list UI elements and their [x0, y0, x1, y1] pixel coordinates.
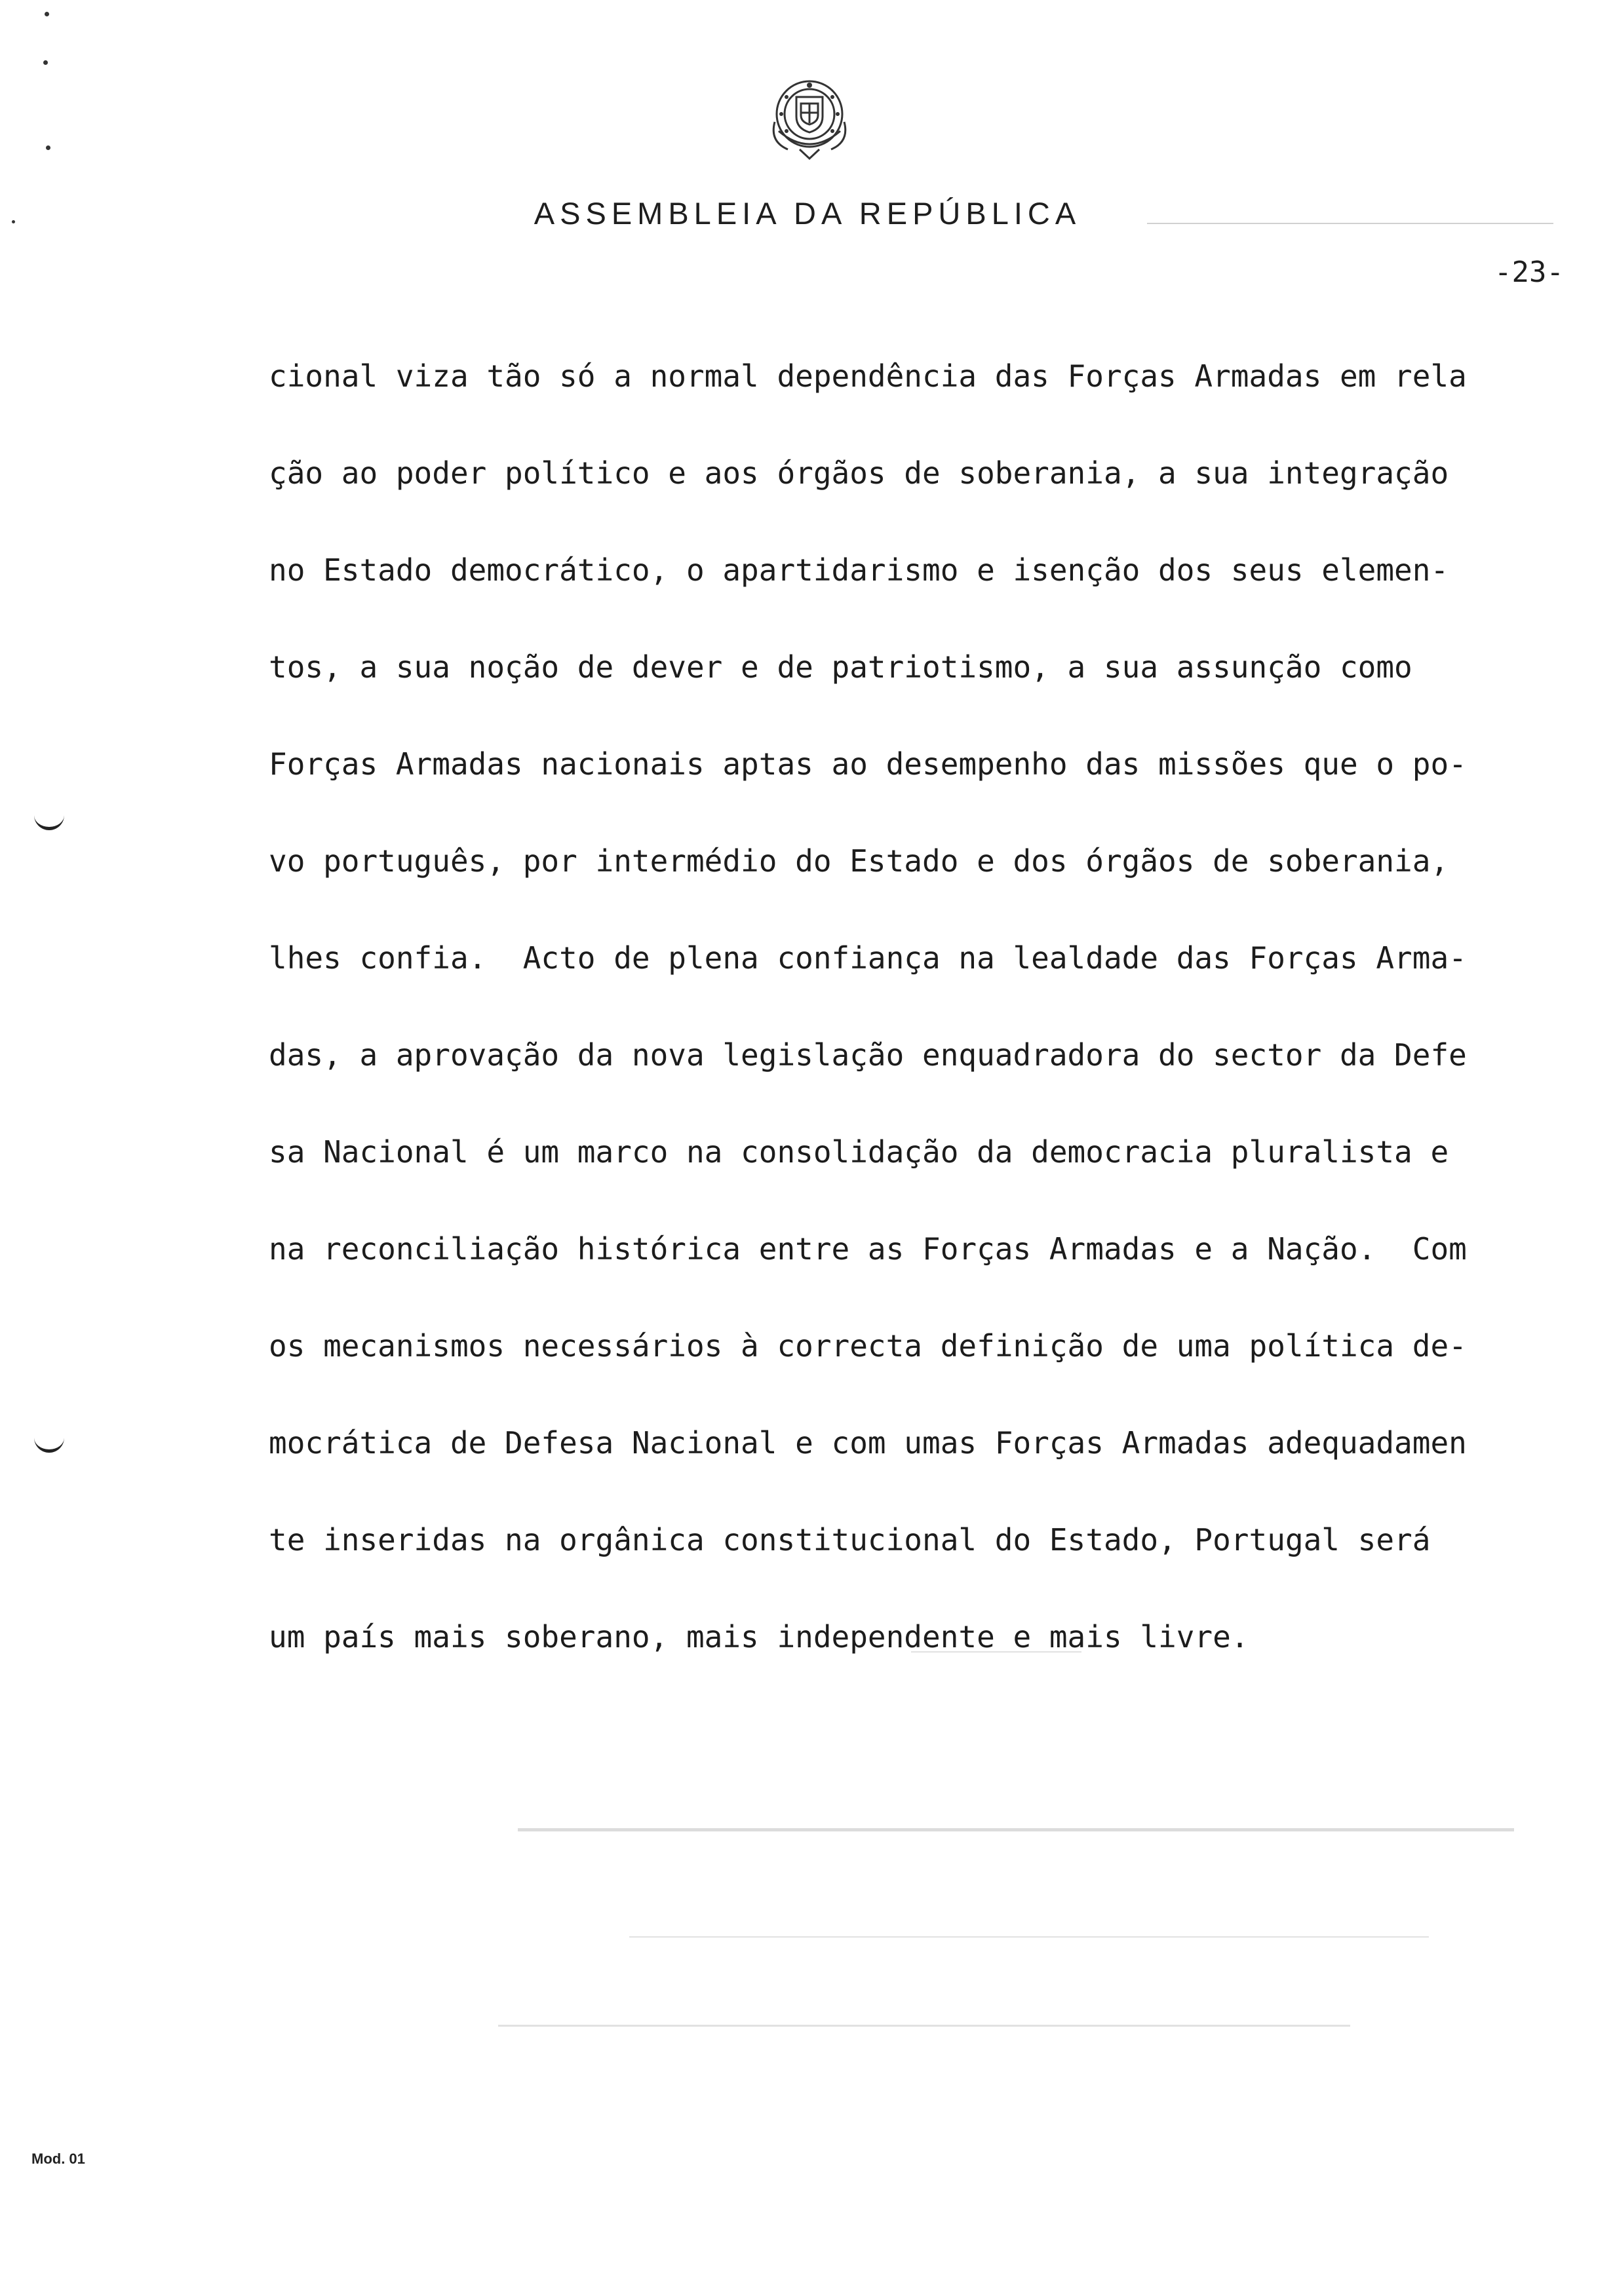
text-line: sa Nacional é um marco na consolidação da democracia pluralista e — [269, 1134, 1449, 1170]
page-number: -23- — [1494, 256, 1564, 289]
text-line: um país mais soberano, mais independente e mais livre. — [269, 1619, 1249, 1655]
binder-hole-mark — [34, 1435, 64, 1453]
text-line: os mecanismos necessários à correcta definição de uma política de- — [269, 1328, 1467, 1364]
text-line: na reconciliação histórica entre as Forças Armadas e a Nação. Com — [269, 1231, 1467, 1267]
institution-header: ASSEMBLEIA DA REPÚBLICA — [534, 196, 1081, 231]
scan-artifact — [498, 2025, 1350, 2027]
scan-artifact — [629, 1936, 1429, 1938]
text-line: lhes confia. Acto de plena confiança na lealdade das Forças Arma- — [269, 940, 1467, 976]
body-text — [269, 328, 1547, 1685]
margin-mark — [43, 60, 48, 65]
text-line: Forças Armadas nacionais aptas ao desempenho das missões que o po- — [269, 746, 1467, 782]
text-line: cional viza tão só a normal dependência das Forças Armadas em rela — [269, 358, 1467, 394]
scan-artifact — [911, 1651, 1081, 1653]
text-line: no Estado democrático, o apartidarismo e isenção dos seus elemen- — [269, 552, 1449, 588]
text-line: ção ao poder político e aos órgãos de soberania, a sua integração — [269, 455, 1449, 491]
margin-mark — [45, 12, 49, 16]
scan-artifact — [1147, 223, 1553, 224]
text-line: vo português, por intermédio do Estado e dos órgãos de soberania, — [269, 843, 1449, 879]
margin-mark — [46, 145, 50, 150]
coat-of-arms-icon — [760, 71, 859, 169]
text-line: te inseridas na orgânica constitucional do Estado, Portugal será — [269, 1522, 1431, 1558]
text-line: das, a aprovação da nova legislação enquadradora do sector da Defe — [269, 1037, 1467, 1073]
form-code-label: Mod. 01 — [31, 2151, 85, 2167]
binder-hole-mark — [34, 813, 64, 830]
scan-artifact — [518, 1828, 1514, 1831]
text-line: mocrática de Defesa Nacional e com umas Forças Armadas adequadamen — [269, 1425, 1467, 1461]
text-line: tos, a sua noção de dever e de patriotismo, a sua assunção como — [269, 649, 1412, 685]
margin-mark — [12, 220, 15, 223]
